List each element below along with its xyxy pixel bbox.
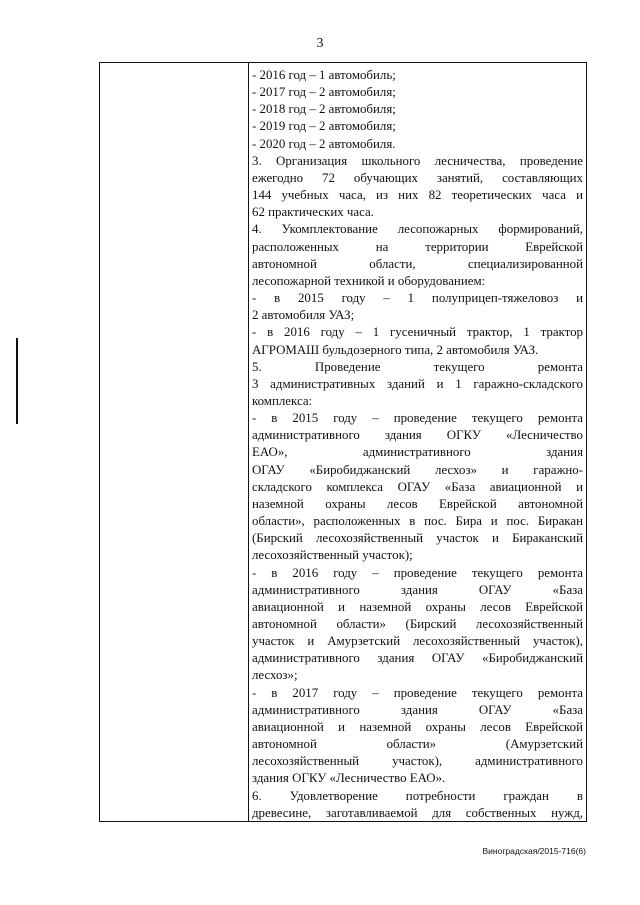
text-line: автономной области» (Бирский лесохозяйственный [252, 617, 583, 631]
margin-mark [16, 338, 18, 424]
text-line: здания ОГКУ «Лесничество ЕАО». [252, 771, 446, 786]
text-line: - 2017 год – 2 автомобиля; [252, 85, 396, 100]
text-line: - 2016 год – 1 автомобиль; [252, 68, 396, 82]
text-line: - 2020 год – 2 автомобиля. [252, 136, 396, 151]
text-line: - 2018 год – 2 автомобиля; [252, 102, 396, 117]
text-line: лесохозяйственный участок); [252, 548, 413, 563]
text-line: комплекса: [252, 393, 313, 408]
text-line: 4. Укомплектование лесопожарных формирований, [252, 222, 583, 237]
text-line: участок и Амурзетский лесохозяйственный участок), [252, 634, 583, 649]
text-line: авиационной и наземной охраны лесов Еврейской [252, 599, 583, 614]
text-line: - в 2015 году – 1 полуприцеп-тяжеловоз и [252, 291, 583, 306]
text-line: - в 2016 году – проведение текущего ремонта [252, 565, 583, 580]
text-line: ЕАО», административного здания [252, 445, 583, 460]
text-line: - в 2017 году – проведение текущего ремонта [252, 685, 583, 700]
text-line: лесопожарной техникой и оборудованием: [252, 273, 486, 288]
text-line: автономной области» (Амурзетский [252, 737, 583, 752]
text-line: 62 практических часа. [252, 205, 374, 220]
text-line: наземной охраны лесов Еврейской автономной [252, 496, 583, 511]
text-line: авиационной и наземной охраны лесов Еврейской [252, 719, 583, 734]
text-line: складского комплекса ОГАУ «База авиационной и [252, 479, 583, 494]
text-line: 3 административных зданий и 1 гаражно-складского [252, 376, 583, 391]
text-line: автономной области, специализированной [252, 256, 583, 271]
text-line: лесхоз»; [252, 668, 298, 683]
text-line: - в 2015 году – проведение текущего ремонта [252, 411, 583, 426]
text-line: 5. Проведение текущего ремонта [252, 359, 583, 374]
text-line: области», расположенных в пос. Бира и пос. Биракан [252, 514, 583, 529]
text-line: АГРОМАШ бульдозерного типа, 2 автомобиля УАЗ. [252, 342, 539, 357]
text-line: древесине, заготавливаемой для собственных нужд, [252, 805, 583, 820]
text-line: административного здания ОГАУ «База [252, 582, 583, 597]
text-line: административного здания ОГАУ «База [252, 702, 583, 717]
text-line: расположенных на территории Еврейской [252, 239, 583, 254]
text-line: - в 2016 году – 1 гусеничный трактор, 1 трактор [252, 325, 583, 340]
column-divider [248, 63, 249, 821]
page-number: 3 [316, 36, 324, 51]
text-line: 144 учебных часа, из них 82 теоретических часа и [252, 188, 583, 203]
text-line: (Бирский лесохозяйственный участок и Бираканский [252, 531, 583, 546]
text-line: административного здания ОГКУ «Лесничество [252, 428, 583, 443]
text-line: 2 автомобиля УАЗ; [252, 308, 355, 323]
text-line: административного здания ОГАУ «Биробиджанский [252, 651, 583, 666]
text-line: 6. Удовлетворение потребности граждан в [252, 788, 583, 803]
text-line: 3. Организация школьного лесничества, проведение [252, 153, 583, 168]
text-line: лесохозяйственный участок), административного [252, 754, 583, 769]
text-line: - 2019 год – 2 автомобиля; [252, 119, 396, 134]
program-table [99, 62, 587, 822]
table-content-cell [252, 67, 583, 822]
text-line: ежегодно 72 обучающих занятий, составляющих [252, 170, 583, 185]
footer-doc-code: Виноградская/2015-716(6) [482, 846, 586, 856]
text-line: ОГАУ «Биробиджанский лесхоз» и гаражно- [252, 462, 583, 477]
